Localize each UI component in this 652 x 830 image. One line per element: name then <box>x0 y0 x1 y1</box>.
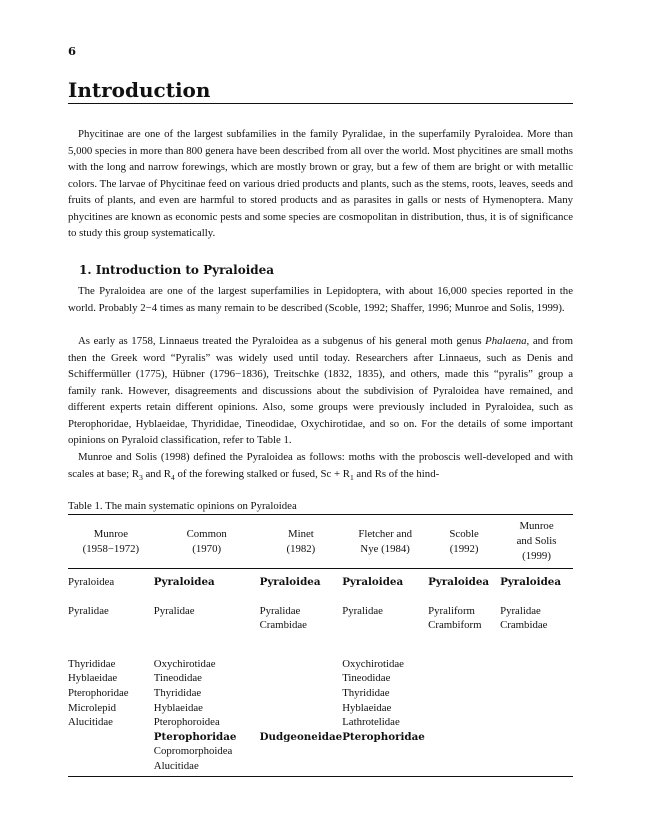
cell-text: Thyrididae <box>153 686 202 699</box>
cell-text: Crambidae <box>500 619 548 632</box>
table-cell <box>342 569 428 604</box>
para2-text-after: , and from then the Greek word “Pyralis” was widely used until today. Researchers after Linnaeus, such as Denis and Schiffermüller (1775), Hübner (1796−1836), Treitschke (1832, 1835), and others, made this “pyralis” group a family rank. However, disagreements and discussions about the subdivision of Pyraloidea have remained, and different experts retain different opinions. Also, some groups were previously included in Pyraloidea, such as Pterophoridae, Hyblaeidae, Thyrididae, Tineodidae, Oxychirotidae, and so on. For the details of some important opinions on Pyraloid classification, refer to Table 1. <box>68 335 573 446</box>
header-line: Scoble <box>449 527 479 540</box>
table-row-families <box>68 604 573 657</box>
cell-text: Pyraloidea <box>428 576 490 588</box>
cell-text: Hyblaeidae <box>68 672 118 685</box>
section-paragraph-2 <box>68 333 573 449</box>
header-line: Munroe <box>93 527 128 540</box>
cell-text: Pyraliform <box>428 604 475 617</box>
cell-spacer <box>260 657 343 730</box>
table-cell <box>260 569 343 604</box>
table-cell <box>342 604 428 657</box>
para2-text-before: As early as 1758, Linnaeus treated the Pyraloidea as a subgenus of his general moth genus <box>78 335 486 347</box>
page-number: 6 <box>68 44 77 58</box>
cell-text: Pterophoridae <box>342 730 425 743</box>
header-line: Minet <box>287 527 314 540</box>
cell-text: Pterophoroidea <box>153 716 220 729</box>
para3-part-4: and Rs of the hind- <box>353 467 440 480</box>
cell-text: Alucitidae <box>153 759 199 772</box>
intro-paragraph: Phycitinae are one of the largest subfamilies in the family Pyralidae, in the superfamily Pyraloidea. More than 5,000 species in more than 800 genera have been described from all over the world. Most phycitines are small moths with the long and narrow forewings, which are mostly brown or gray, but a few of them are bright or with metallic colors. The larvae of Phycitinae feed on various dried products and plants, such as the stems, roots, leaves, seeds and fruits of plants, and even are harmful to stored products and as parasites in galls or nests of Hymenoptera. Many phycitines are known as economic pests and some species are cosmopolitan in distribution, thus, it is of significance to study this group systematically. <box>68 128 573 239</box>
cell-text: Oxychirotidae <box>153 657 216 670</box>
para3-part-3: of the forewing stalked or fused, Sc + R <box>174 467 350 480</box>
title-rule <box>68 103 573 104</box>
table-cell <box>154 657 260 776</box>
table-cell <box>428 604 500 657</box>
table-cell <box>342 657 428 776</box>
header-line: Munroe <box>519 520 554 532</box>
cell-text: Microlepid <box>68 701 116 714</box>
header-line: Nye (1984) <box>360 542 410 555</box>
header-line: Common <box>186 527 227 540</box>
opinions-table <box>68 514 573 777</box>
cell-text: Dudgeoneidae <box>259 730 343 743</box>
para3-part-1: Munroe and Solis (1998) defined the Pyraloidea as follows: moths with the proboscis well-developed and with scales at base; R <box>68 451 573 480</box>
header-line: and Solis <box>516 535 557 547</box>
cell-text: Alucitidae <box>68 716 113 729</box>
section-paragraph-1: The Pyraloidea are one of the largest superfamilies in Lepidoptera, with about 16,000 species reported in the world. Probably 2−4 times as many remain to be described (Scoble, 1992; Shaffer, 1996; Munroe and Solis, 1999). <box>68 285 573 314</box>
table-cell <box>68 604 154 657</box>
cell-text: Pyralidae <box>68 604 109 617</box>
table-cell <box>68 657 154 776</box>
header-line: (1970) <box>192 542 222 555</box>
cell-text: Lathrotelidae <box>342 716 400 729</box>
para3-sub-3: 1 <box>349 472 354 482</box>
header-line: (1992) <box>449 542 479 555</box>
chapter-title: Introduction <box>68 78 211 102</box>
para3-sub-1: 3 <box>139 472 143 482</box>
table-row-other-families <box>68 657 573 776</box>
col-header-munroe <box>68 515 154 569</box>
table-cell <box>500 569 573 604</box>
cell-text: Copromorphoidea <box>153 745 233 758</box>
table-caption: Table 1. The main systematic opinions on Pyraloidea <box>68 500 297 512</box>
cell-text: Pyraloidea <box>153 576 215 588</box>
cell-text: Hyblaeidae <box>153 701 203 714</box>
cell-text: Pyraloidea <box>500 576 561 588</box>
table-cell <box>68 569 154 604</box>
table-row-superfamily <box>68 569 573 604</box>
section-paragraph-3 <box>68 449 573 486</box>
section-heading: 1. Introduction to Pyraloidea <box>79 263 275 277</box>
table-header-row <box>68 515 573 569</box>
cell-text: Hyblaeidae <box>342 701 392 714</box>
header-line: (1999) <box>522 550 551 562</box>
cell-text: Tineodidae <box>153 672 202 685</box>
table-cell <box>428 569 500 604</box>
col-header-munroe-solis <box>500 515 573 569</box>
header-line: (1958−1972) <box>82 542 140 555</box>
header-line: Fletcher and <box>358 527 412 540</box>
cell-text: Pyralidae <box>153 604 195 617</box>
para3-sub-2: 4 <box>171 472 175 482</box>
cell-text: Crambidae <box>259 619 307 632</box>
cell-text: Pyralidae <box>500 604 541 617</box>
cell-text: Pyraloidea <box>259 576 321 588</box>
table-cell <box>500 657 573 776</box>
col-header-minet <box>260 515 343 569</box>
cell-text: Pyraloidea <box>342 576 404 588</box>
col-header-fletcher-nye <box>342 515 428 569</box>
col-header-common <box>154 515 260 569</box>
cell-text: Pyraloidea <box>68 576 115 588</box>
genus-name-italic: Phalaena <box>485 335 527 347</box>
table-cell <box>260 657 343 776</box>
cell-text: Crambiform <box>428 619 482 632</box>
cell-text: Pyralidae <box>259 604 301 617</box>
header-line: (1982) <box>286 542 316 555</box>
table-cell <box>500 604 573 657</box>
cell-text: Pterophoridae <box>153 730 237 743</box>
cell-text: Oxychirotidae <box>342 657 404 670</box>
table-cell <box>260 604 343 657</box>
cell-text: Thyrididae <box>68 657 116 670</box>
cell-text: Pterophoridae <box>68 686 129 699</box>
cell-text: Pyralidae <box>342 604 383 617</box>
cell-text: Tineodidae <box>342 672 391 685</box>
cell-text: Thyrididae <box>342 686 390 699</box>
para3-part-2: and R <box>142 467 172 480</box>
col-header-scoble <box>428 515 500 569</box>
table-cell <box>154 569 260 604</box>
table-cell <box>154 604 260 657</box>
table-cell <box>428 657 500 776</box>
